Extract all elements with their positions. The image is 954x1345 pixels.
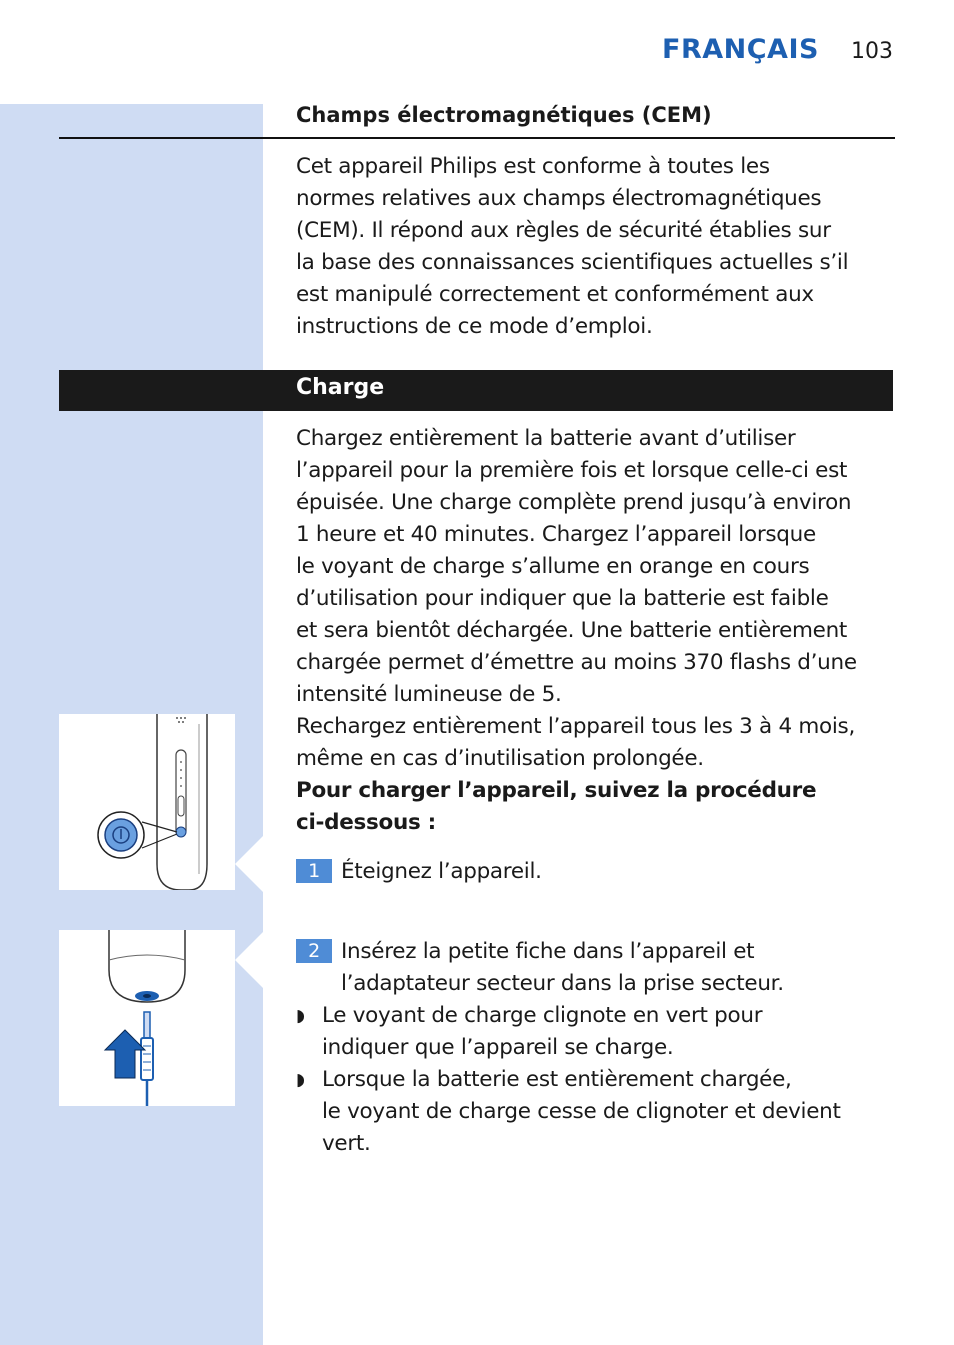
text-line: (CEM). Il répond aux règles de sécurité établies sur — [296, 218, 831, 243]
bullet-icon: ◗ — [296, 1070, 305, 1090]
text-line: Le voyant de charge clignote en vert pour — [322, 1003, 763, 1028]
text-line: vert. — [322, 1131, 371, 1156]
text-line: le voyant de charge cesse de clignoter et devient — [322, 1099, 841, 1124]
text-line: l’appareil pour la première fois et lorsque celle-ci est — [296, 458, 848, 483]
figure-charging-plug — [59, 930, 235, 1106]
step-number-badge: 1 — [296, 859, 332, 883]
bullet-text — [322, 1000, 897, 1064]
text-line: Éteignez l’appareil. — [341, 859, 542, 884]
section-title-cem: Champs électromagnétiques (CEM) — [296, 103, 712, 127]
figure-pointer — [235, 836, 263, 892]
text-line: le voyant de charge s’allume en orange en cours — [296, 554, 810, 579]
power-button-icon — [59, 714, 235, 890]
text-line: instructions de ce mode d’emploi. — [296, 314, 653, 339]
text-line: Lorsque la batterie est entièrement chargée, — [322, 1067, 792, 1092]
text-line: est manipulé correctement et conformément aux — [296, 282, 814, 307]
text-line: Rechargez entièrement l’appareil tous les 3 à 4 mois, — [296, 714, 855, 739]
section-rule — [59, 137, 895, 139]
language-header: FRANÇAIS — [662, 34, 819, 65]
instruction-line: ci-dessous : — [296, 810, 436, 835]
section-title-charge: Charge — [296, 375, 385, 400]
text-line: épuisée. Une charge complète prend jusqu’à environ — [296, 490, 852, 515]
text-line: et sera bientôt déchargée. Une batterie entièrement — [296, 618, 848, 643]
bullet-text — [322, 1064, 897, 1160]
charging-plug-icon — [59, 930, 235, 1106]
text-line: même en cas d’inutilisation prolongée. — [296, 746, 704, 771]
text-line: Insérez la petite fiche dans l’appareil et — [341, 939, 755, 964]
text-line: 1 heure et 40 minutes. Chargez l’appareil lorsque — [296, 522, 816, 547]
step-number-badge: 2 — [296, 939, 332, 963]
text-line: Cet appareil Philips est conforme à toutes les — [296, 154, 770, 179]
figure-power-button — [59, 714, 235, 890]
section-bar-charge — [59, 370, 893, 411]
step-text — [341, 936, 901, 1000]
instruction-line: Pour charger l’appareil, suivez la procédure — [296, 778, 817, 803]
text-line: Chargez entièrement la batterie avant d’utiliser — [296, 426, 796, 451]
bullet-icon: ◗ — [296, 1006, 305, 1026]
figure-pointer — [235, 932, 263, 988]
text-line: intensité lumineuse de 5. — [296, 682, 562, 707]
text-line: indiquer que l’appareil se charge. — [322, 1035, 674, 1060]
charge-paragraph — [296, 423, 896, 839]
step-text — [341, 856, 901, 888]
text-line: chargée permet d’émettre au moins 370 flashs d’une — [296, 650, 857, 675]
cem-paragraph — [296, 151, 896, 343]
text-line: d’utilisation pour indiquer que la batterie est faible — [296, 586, 829, 611]
text-line: la base des connaissances scientifiques actuelles s’il — [296, 250, 849, 275]
page-number: 103 — [851, 39, 893, 64]
text-line: normes relatives aux champs électromagnétiques — [296, 186, 822, 211]
text-line: l’adaptateur secteur dans la prise secteur. — [341, 971, 784, 996]
